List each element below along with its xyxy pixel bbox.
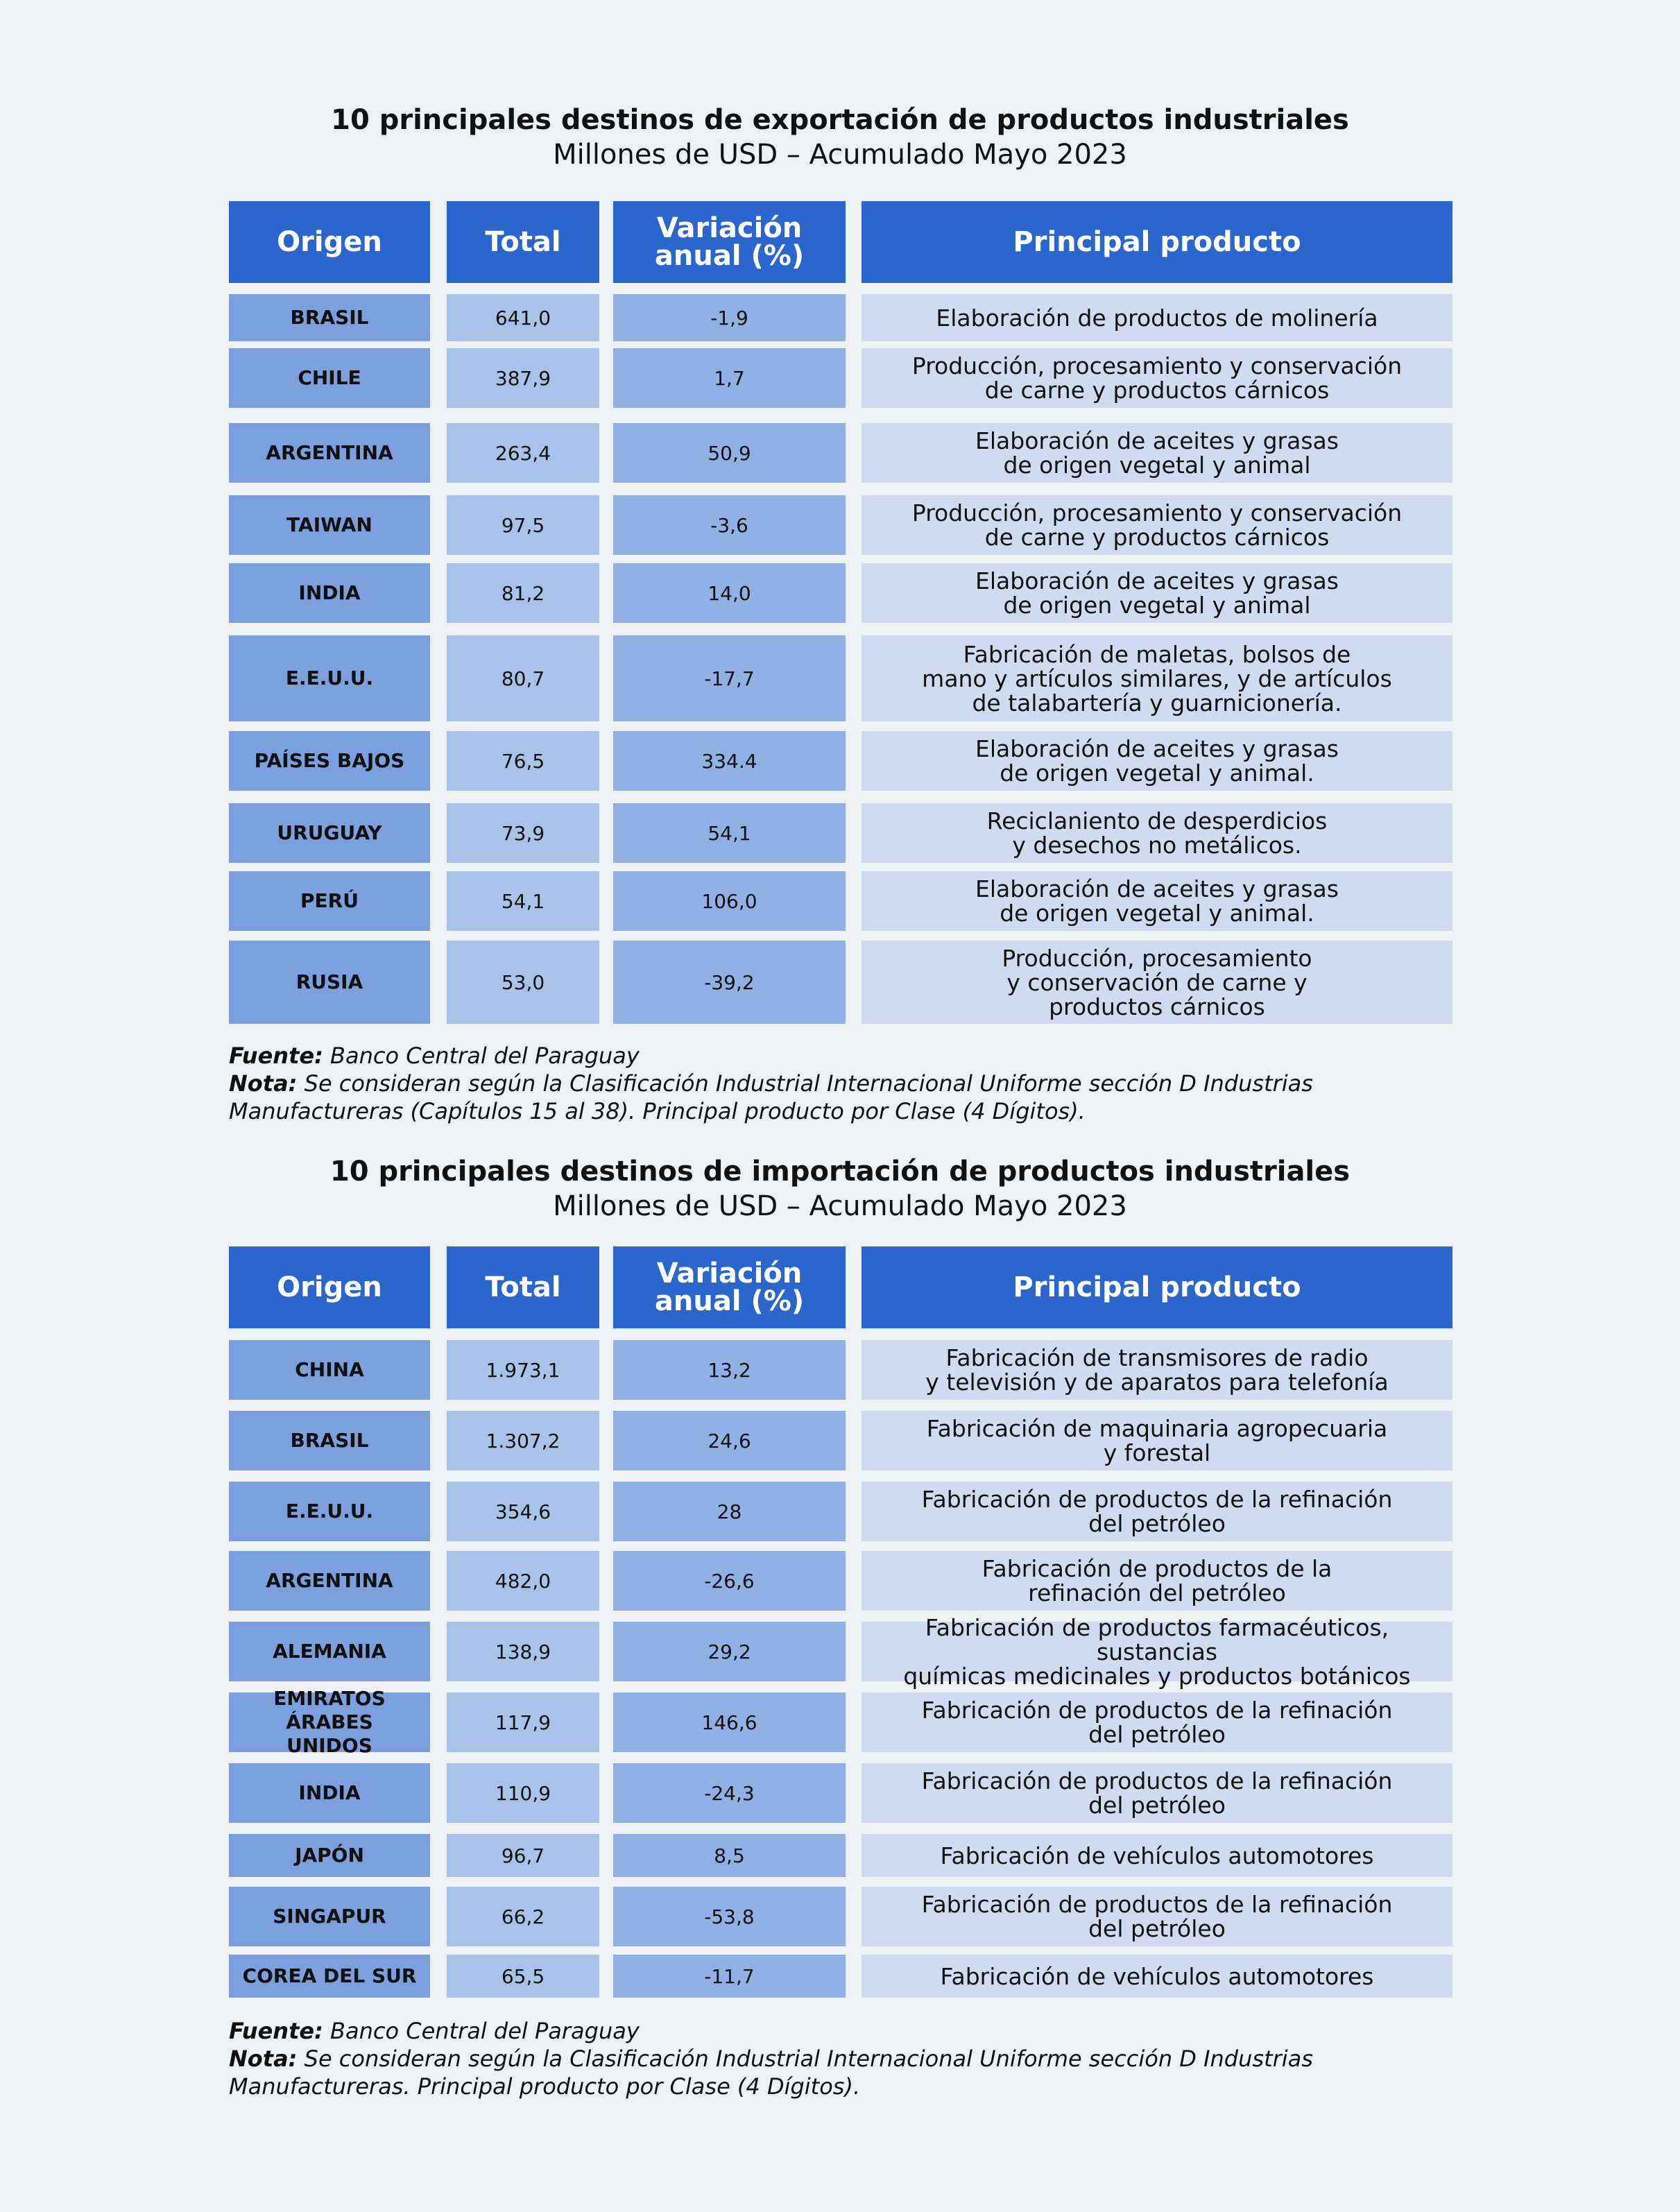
export-row-9-product: Elaboración de aceites y grasas de origen vegetal y animal. xyxy=(862,871,1452,931)
import-row-2-variation: 24,6 xyxy=(613,1411,846,1471)
import-header-total xyxy=(447,1246,599,1328)
import-row-9-total: 66,2 xyxy=(447,1887,599,1946)
export-row-4-origin: TAIWAN xyxy=(229,495,430,555)
export-row-6-product: Fabricación de maletas, bolsos de mano y artículos similares, y de artículos de talabartería y guarnicionería. xyxy=(862,635,1452,721)
import-row-1-total: 1.973,1 xyxy=(447,1340,599,1400)
import-row-4-variation: -26,6 xyxy=(613,1551,846,1611)
export-row-5-origin: INDIA xyxy=(229,563,430,623)
import-title: 10 principales destinos de importación de productos industriales xyxy=(329,1156,1351,1188)
import-subtitle: Millones de USD – Acumulado Mayo 2023 xyxy=(553,1190,1127,1222)
import-row-2-total: 1.307,2 xyxy=(447,1411,599,1471)
export-row-2-variation: 1,7 xyxy=(613,348,846,408)
export-row-2-product: Producción, procesamiento y conservación de carne y productos cárnicos xyxy=(862,348,1452,408)
export-row-7-product: Elaboración de aceites y grasas de origen vegetal y animal. xyxy=(862,731,1452,791)
import-row-6-origin: EMIRATOS ÁRABES UNIDOS xyxy=(229,1692,430,1752)
import-row-8-product: Fabricación de vehículos automotores xyxy=(862,1834,1452,1877)
export-row-8-variation: 54,1 xyxy=(613,803,846,863)
import-row-3-origin: E.E.U.U. xyxy=(229,1482,430,1541)
export-row-9-origin: PERÚ xyxy=(229,871,430,931)
import-row-8-variation: 8,5 xyxy=(613,1834,846,1877)
export-row-7-total: 76,5 xyxy=(447,731,599,791)
export-row-6-origin: E.E.U.U. xyxy=(229,635,430,721)
export-source xyxy=(229,1042,1477,1070)
import-row-5-origin: ALEMANIA xyxy=(229,1622,430,1681)
export-row-1-total: 641,0 xyxy=(447,294,599,341)
export-row-1-product: Elaboración de productos de molinería xyxy=(862,294,1452,341)
export-title: 10 principales destinos de exportación de productos industriales xyxy=(331,104,1349,136)
export-source-label: Fuente: xyxy=(229,1043,323,1069)
import-row-2-origin: BRASIL xyxy=(229,1411,430,1471)
import-row-5-total: 138,9 xyxy=(447,1622,599,1681)
export-row-5-variation: 14,0 xyxy=(613,563,846,623)
export-source-text: Banco Central del Paraguay xyxy=(323,1043,640,1069)
export-row-8-total: 73,9 xyxy=(447,803,599,863)
import-header-origin xyxy=(229,1246,430,1328)
import-note xyxy=(229,2045,1477,2100)
export-row-9-variation: 106,0 xyxy=(613,871,846,931)
export-row-10-product: Producción, procesamiento y conservación de carne y productos cárnicos xyxy=(862,941,1452,1024)
export-header-variation-label-2: anual (%) xyxy=(654,240,805,272)
import-source xyxy=(229,2017,1477,2045)
import-header-product-label: Principal producto xyxy=(1013,1271,1301,1303)
import-row-4-origin: ARGENTINA xyxy=(229,1551,430,1611)
export-row-3-variation: 50,9 xyxy=(613,423,846,483)
import-row-1-product: Fabricación de transmisores de radio y televisión y de aparatos para telefonía xyxy=(862,1340,1452,1400)
export-note xyxy=(229,1070,1477,1125)
import-header-variation xyxy=(613,1246,846,1328)
import-row-10-total: 65,5 xyxy=(447,1955,599,1998)
export-row-4-variation: -3,6 xyxy=(613,495,846,555)
import-row-10-variation: -11,7 xyxy=(613,1955,846,1998)
import-note-label: Nota: xyxy=(229,2046,298,2072)
import-header-product xyxy=(862,1246,1452,1328)
import-row-4-product: Fabricación de productos de la refinación del petróleo xyxy=(862,1551,1452,1611)
import-row-4-total: 482,0 xyxy=(447,1551,599,1611)
export-row-6-total: 80,7 xyxy=(447,635,599,721)
import-row-7-variation: -24,3 xyxy=(613,1763,846,1823)
import-row-8-origin: JAPÓN xyxy=(229,1834,430,1877)
import-row-6-total: 117,9 xyxy=(447,1692,599,1752)
import-header-variation-label-2: anual (%) xyxy=(654,1285,805,1317)
import-row-1-origin: CHINA xyxy=(229,1340,430,1400)
import-row-2-product: Fabricación de maquinaria agropecuaria y forestal xyxy=(862,1411,1452,1471)
export-row-2-total: 387,9 xyxy=(447,348,599,408)
export-row-5-total: 81,2 xyxy=(447,563,599,623)
export-header-total-label: Total xyxy=(485,226,561,258)
export-row-2-origin: CHILE xyxy=(229,348,430,408)
export-row-3-origin: ARGENTINA xyxy=(229,423,430,483)
export-row-7-origin: PAÍSES BAJOS xyxy=(229,731,430,791)
import-header-total-label: Total xyxy=(485,1271,561,1303)
import-header-origin-label: Origen xyxy=(277,1271,382,1303)
export-subtitle: Millones de USD – Acumulado Mayo 2023 xyxy=(553,139,1127,171)
import-source-label: Fuente: xyxy=(229,2018,323,2044)
export-row-10-origin: RUSIA xyxy=(229,941,430,1024)
export-row-6-variation: -17,7 xyxy=(613,635,846,721)
export-header-origin-label: Origen xyxy=(277,226,382,258)
export-row-5-product: Elaboración de aceites y grasas de origen vegetal y animal xyxy=(862,563,1452,623)
export-row-8-product: Reciclaniento de desperdicios y desechos no metálicos. xyxy=(862,803,1452,863)
export-row-10-variation: -39,2 xyxy=(613,941,846,1024)
import-row-3-total: 354,6 xyxy=(447,1482,599,1541)
export-header-product xyxy=(862,201,1452,283)
export-row-4-product: Producción, procesamiento y conservación de carne y productos cárnicos xyxy=(862,495,1452,555)
import-row-10-origin: COREA DEL SUR xyxy=(229,1955,430,1998)
import-row-6-variation: 146,6 xyxy=(613,1692,846,1752)
export-row-3-product: Elaboración de aceites y grasas de origen vegetal y animal xyxy=(862,423,1452,483)
export-row-1-origin: BRASIL xyxy=(229,294,430,341)
export-header-variation-label-1: Variación xyxy=(656,212,803,244)
import-title-block xyxy=(0,1154,1680,1224)
import-row-9-product: Fabricación de productos de la refinación del petróleo xyxy=(862,1887,1452,1946)
import-row-6-product: Fabricación de productos de la refinación del petróleo xyxy=(862,1692,1452,1752)
import-row-9-variation: -53,8 xyxy=(613,1887,846,1946)
import-row-9-origin: SINGAPUR xyxy=(229,1887,430,1946)
import-row-1-variation: 13,2 xyxy=(613,1340,846,1400)
export-header-total xyxy=(447,201,599,283)
export-header-product-label: Principal producto xyxy=(1013,226,1301,258)
import-row-3-variation: 28 xyxy=(613,1482,846,1541)
import-note-text: Se consideran según la Clasificación Industrial Internacional Uniforme sección D Industrias Manufactureras. Principal producto por Clase (4 Dígitos). xyxy=(229,2046,1313,2100)
export-row-3-total: 263,4 xyxy=(447,423,599,483)
import-row-7-product: Fabricación de productos de la refinación del petróleo xyxy=(862,1763,1452,1823)
export-header-variation xyxy=(613,201,846,283)
export-row-9-total: 54,1 xyxy=(447,871,599,931)
import-row-7-origin: INDIA xyxy=(229,1763,430,1823)
import-header-variation-label-1: Variación xyxy=(656,1258,803,1289)
export-row-7-variation: 334.4 xyxy=(613,731,846,791)
export-header-origin xyxy=(229,201,430,283)
export-note-text: Se consideran según la Clasificación Industrial Internacional Uniforme sección D Industrias Manufactureras (Capítulos 15 al 38). Principal producto por Clase (4 Dígitos). xyxy=(229,1070,1313,1124)
export-note-label: Nota: xyxy=(229,1070,298,1097)
import-row-3-product: Fabricación de productos de la refinación del petróleo xyxy=(862,1482,1452,1541)
export-row-4-total: 97,5 xyxy=(447,495,599,555)
import-row-7-total: 110,9 xyxy=(447,1763,599,1823)
export-row-8-origin: URUGUAY xyxy=(229,803,430,863)
export-title-block xyxy=(0,103,1680,172)
export-row-10-total: 53,0 xyxy=(447,941,599,1024)
export-row-1-variation: -1,9 xyxy=(613,294,846,341)
import-row-5-product: Fabricación de productos farmacéuticos, sustancias químicas medicinales y productos botánicos xyxy=(862,1622,1452,1681)
import-row-8-total: 96,7 xyxy=(447,1834,599,1877)
import-row-5-variation: 29,2 xyxy=(613,1622,846,1681)
import-row-10-product: Fabricación de vehículos automotores xyxy=(862,1955,1452,1998)
import-source-text: Banco Central del Paraguay xyxy=(323,2018,640,2044)
